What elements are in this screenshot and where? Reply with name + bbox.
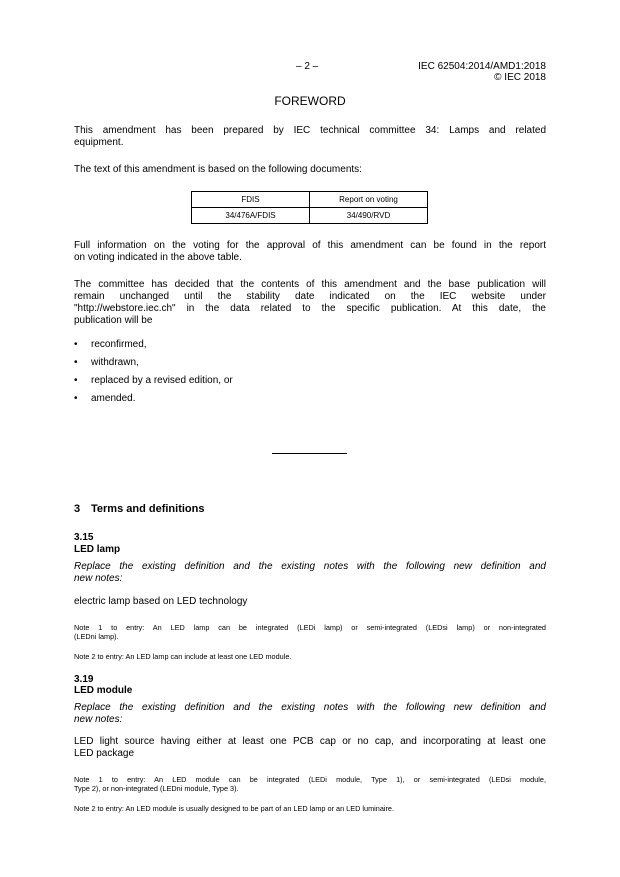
section-title: Terms and definitions <box>91 503 205 515</box>
section-divider <box>272 453 347 454</box>
bullet-icon: • <box>74 375 78 386</box>
foreword-paragraph-1-line-2: equipment. <box>74 137 124 148</box>
bullet-icon: • <box>74 357 78 368</box>
term-definition-line-2: LED package <box>74 748 135 759</box>
standard-reference: IEC 62504:2014/AMD1:2018 <box>418 61 546 72</box>
table-cell: 34/490/RVD <box>310 208 428 224</box>
term-note-2: Note 2 to entry: An LED lamp can include at least one LED module. <box>74 652 292 661</box>
table-header-cell: FDIS <box>192 192 310 208</box>
term-number: 3.19 <box>74 674 94 685</box>
page-number: – 2 – <box>296 61 319 72</box>
term-instruction-line-2: new notes: <box>74 573 123 584</box>
foreword-title: FOREWORD <box>274 94 346 108</box>
term-definition: electric lamp based on LED technology <box>74 596 248 607</box>
list-item-text: reconfirmed, <box>91 339 147 350</box>
copyright-notice: © IEC 2018 <box>494 72 546 83</box>
table-header-cell: Report on voting <box>310 192 428 208</box>
bullet-icon: • <box>74 393 78 404</box>
term-name: LED module <box>74 685 133 696</box>
bullet-icon: • <box>74 339 78 350</box>
table-row <box>192 208 428 224</box>
foreword-paragraph-4-line-2: remain unchanged until the stability date indicated on the IEC website under <box>74 291 546 302</box>
list-item-text: amended. <box>91 393 136 404</box>
term-instruction-line-2: new notes: <box>74 714 123 725</box>
voting-documents-table <box>191 191 428 224</box>
term-note-1-line-1: Note 1 to entry: An LED module can be integrated (LEDi module, Type 1), or semi-integrated (LEDsi module, <box>74 775 546 784</box>
term-definition-line-1: LED light source having either at least one PCB cap or no cap, and incorporating at least one <box>74 736 546 747</box>
foreword-paragraph-3-line-2: on voting indicated in the above table. <box>74 252 242 263</box>
term-instruction-line-1: Replace the existing definition and the existing notes with the following new definition and <box>74 561 546 572</box>
table-header-row <box>192 192 428 208</box>
table-cell: 34/476A/FDIS <box>192 208 310 224</box>
term-note-1-line-2: (LEDni lamp). <box>74 632 119 641</box>
term-note-1-line-2: Type 2), or non-integrated (LEDni module, Type 3). <box>74 784 239 793</box>
term-note-2: Note 2 to entry: An LED module is usually designed to be part of an LED lamp or an LED luminaire. <box>74 804 395 813</box>
term-name: LED lamp <box>74 544 121 555</box>
foreword-paragraph-3-line-1: Full information on the voting for the approval of this amendment can be found in the report <box>74 240 546 251</box>
foreword-paragraph-4-line-1: The committee has decided that the contents of this amendment and the base publication will <box>74 279 546 290</box>
section-number: 3 <box>74 503 81 515</box>
foreword-paragraph-1-line-1: This amendment has been prepared by IEC technical committee 34: Lamps and related <box>74 125 546 136</box>
foreword-paragraph-4-line-3: "http://webstore.iec.ch" in the data related to the specific publication. At this date, the <box>74 303 546 314</box>
term-number: 3.15 <box>74 532 94 543</box>
term-note-1-line-1: Note 1 to entry: An LED lamp can be integrated (LEDi lamp) or semi-integrated (LEDsi lamp) or non-integrated <box>74 623 546 632</box>
term-instruction-line-1: Replace the existing definition and the existing notes with the following new definition and <box>74 702 546 713</box>
foreword-paragraph-2: The text of this amendment is based on the following documents: <box>74 164 362 175</box>
list-item-text: withdrawn, <box>91 357 139 368</box>
list-item-text: replaced by a revised edition, or <box>91 375 233 386</box>
foreword-paragraph-4-line-4: publication will be <box>74 315 153 326</box>
